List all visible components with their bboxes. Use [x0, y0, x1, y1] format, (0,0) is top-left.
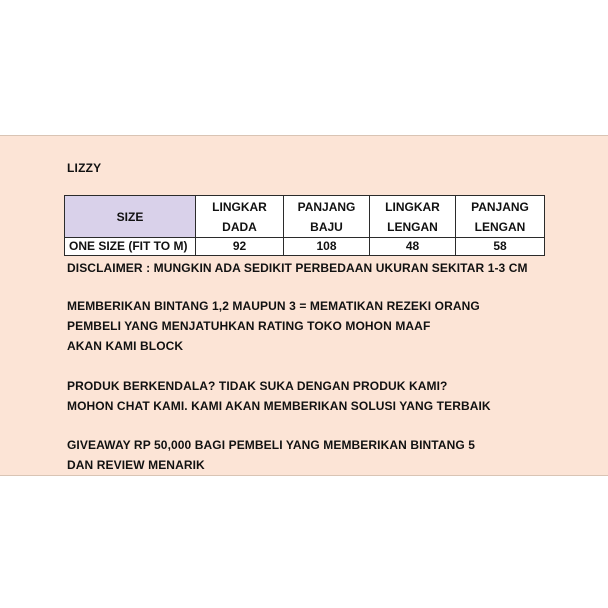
- value-cell-panjang-baju: 108: [284, 238, 370, 256]
- column-header-panjang-lengan: [456, 196, 545, 238]
- column-header-line: LINGKAR: [385, 199, 440, 214]
- column-header-line: PANJANG: [297, 199, 356, 214]
- support-line-2: MOHON CHAT KAMI. KAMI AKAN MEMBERIKAN SOLUSI YANG TERBAIK: [67, 399, 491, 413]
- value-cell-panjang-lengan: 58: [456, 238, 545, 256]
- support-line-1: PRODUK BERKENDALA? TIDAK SUKA DENGAN PRODUK KAMI?: [67, 379, 448, 393]
- table-header-row: [65, 196, 545, 238]
- value-cell-lingkar-dada: 92: [196, 238, 284, 256]
- rating-warning-line-3: AKAN KAMI BLOCK: [67, 339, 184, 353]
- column-header-line: LENGAN: [474, 219, 526, 234]
- column-header-line: DADA: [222, 219, 257, 234]
- size-table: [64, 195, 545, 256]
- size-chart-panel: [0, 135, 608, 476]
- giveaway-line-1: GIVEAWAY RP 50,000 BAGI PEMBELI YANG MEMBERIKAN BINTANG 5: [67, 438, 476, 452]
- rating-warning-line-1: MEMBERIKAN BINTANG 1,2 MAUPUN 3 = MEMATIKAN REZEKI ORANG: [67, 299, 480, 313]
- column-header-line: LINGKAR: [212, 199, 267, 214]
- column-header-lingkar-dada: [196, 196, 284, 238]
- column-header-line: PANJANG: [471, 199, 529, 214]
- value-cell-lingkar-lengan: 48: [370, 238, 456, 256]
- column-header-line: LENGAN: [387, 219, 438, 234]
- column-header-line: BAJU: [310, 219, 343, 234]
- column-header-lingkar-lengan: [370, 196, 456, 238]
- table-row: [65, 238, 545, 256]
- size-column-header: SIZE: [65, 196, 196, 238]
- size-cell: ONE SIZE (FIT TO M): [65, 238, 196, 256]
- disclaimer-text: DISCLAIMER : MUNGKIN ADA SEDIKIT PERBEDAAN UKURAN SEKITAR 1-3 CM: [67, 261, 528, 275]
- column-header-panjang-baju: [284, 196, 370, 238]
- giveaway-line-2: DAN REVIEW MENARIK: [67, 458, 205, 472]
- rating-warning-line-2: PEMBELI YANG MENJATUHKAN RATING TOKO MOHON MAAF: [67, 319, 431, 333]
- product-title: LIZZY: [67, 161, 102, 175]
